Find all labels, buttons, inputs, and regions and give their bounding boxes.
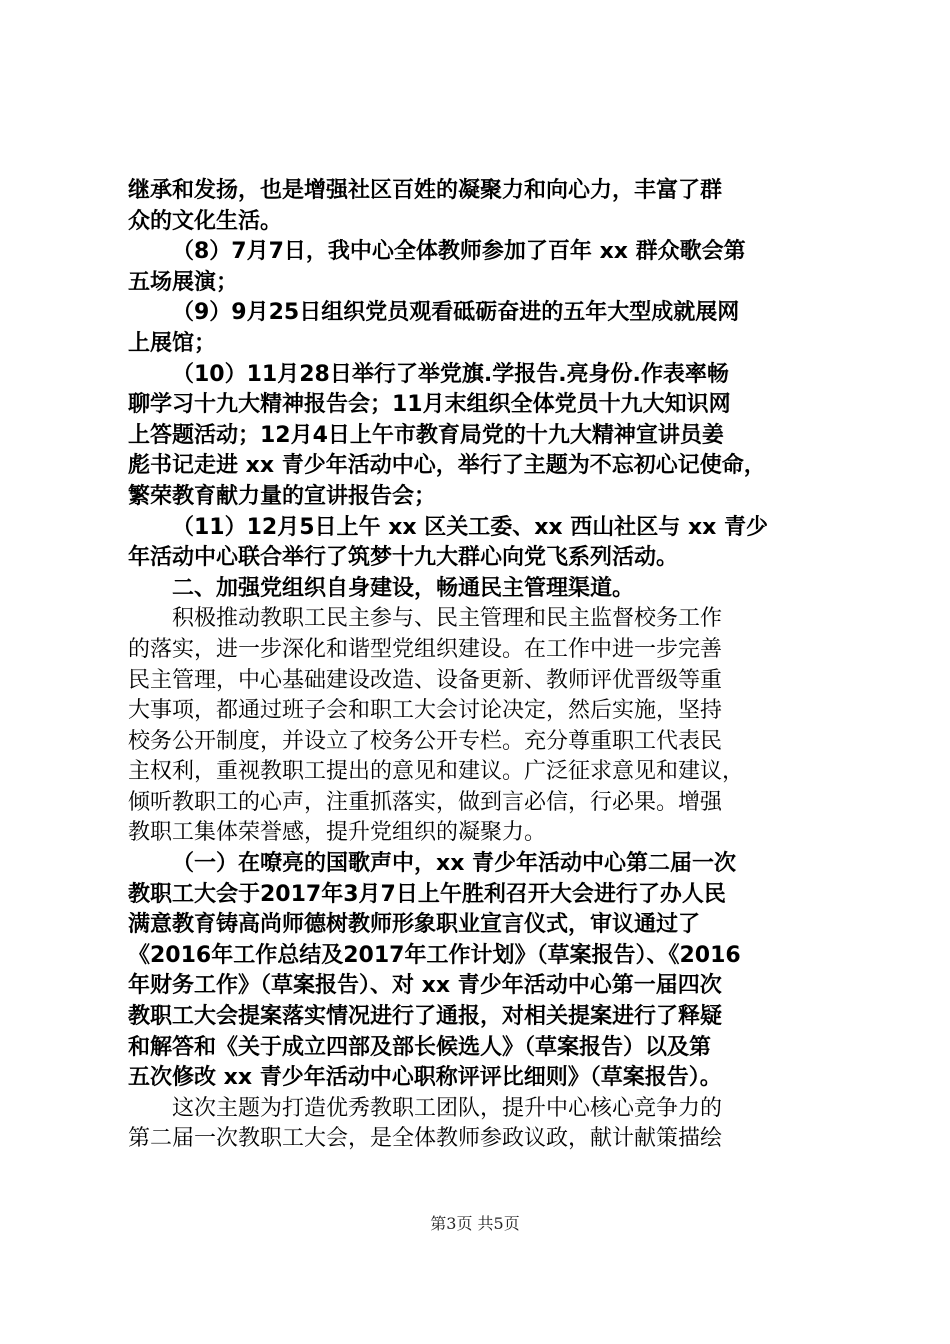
text-line: （一）在嘹亮的国歌声中，xx 青少年活动中心第二届一次 — [172, 851, 737, 877]
text-line: 二、加强党组织自身建设，畅通民主管理渠道。 — [172, 575, 635, 601]
text-line: 积极推动教职工民主参与、民主管理和民主监督校务工作 — [172, 606, 723, 632]
text-line: 《2016年工作总结及2017年工作计划》（草案报告）、《2016 — [128, 942, 741, 968]
text-line: 众的文化生活。 — [128, 208, 283, 234]
page-footer: 第3页 共5页 — [430, 1214, 520, 1233]
text-line: （9）9月25日组织党员观看砥砺奋进的五年大型成就展网 — [172, 300, 740, 326]
text-line: （8）7月7日，我中心全体教师参加了百年 xx 群众歌会第 — [172, 239, 746, 265]
text-line: 第二届一次教职工大会，是全体教师参政议政，献计献策描绘 — [128, 1126, 723, 1152]
text-line: 和解答和《关于成立四部及部长候选人》（草案报告）以及第 — [128, 1034, 712, 1060]
text-line: 繁荣教育献力量的宣讲报告会； — [128, 483, 437, 509]
text-line: 年财务工作》（草案报告）、对 xx 青少年活动中心第一届四次 — [128, 973, 722, 999]
text-line: 民主管理，中心基础建设改造、设备更新、教师评优晋级等重 — [128, 667, 723, 693]
text-line: 主权利，重视教职工提出的意见和建议。广泛征求意见和建议， — [128, 759, 745, 785]
text-line: 上展馆； — [128, 330, 217, 356]
text-line: 年活动中心联合举行了筑梦十九大群心向党飞系列活动。 — [128, 545, 679, 571]
text-line: 这次主题为打造优秀教职工团队，提升中心核心竞争力的 — [172, 1095, 723, 1121]
document-body — [128, 176, 828, 1155]
text-line: 彪书记走进 xx 青少年活动中心，举行了主题为不忘初心记使命， — [128, 453, 766, 479]
text-line: 聊学习十九大精神报告会；11月末组织全体党员十九大知识网 — [128, 392, 731, 418]
text-line: 五场展演； — [128, 269, 239, 295]
text-line: （11）12月5日上午 xx 区关工委、xx 西山社区与 xx 青少 — [172, 514, 768, 540]
text-line: 大事项，都通过班子会和职工大会讨论决定，然后实施，坚持 — [128, 698, 723, 724]
text-line: 继承和发扬，也是增强社区百姓的凝聚力和向心力，丰富了群 — [128, 178, 723, 203]
text-line: 教职工集体荣誉感，提升党组织的凝聚力。 — [128, 820, 547, 846]
text-line: 上答题活动；12月4日上午市教育局党的十九大精神宣讲员姜 — [128, 422, 724, 448]
text-line: 教职工大会于2017年3月7日上午胜利召开大会进行了办人民 — [128, 881, 726, 907]
text-line: （10）11月28日举行了举党旗.学报告.亮身份.作表率畅 — [172, 361, 729, 387]
text-line: 的落实，进一步深化和谐型党组织建设。在工作中进一步完善 — [128, 636, 723, 662]
text-line: 倾听教职工的心声，注重抓落实，做到言必信，行必果。增强 — [128, 789, 723, 815]
text-line: 教职工大会提案落实情况进行了通报，对相关提案进行了释疑 — [128, 1004, 723, 1030]
text-line: 校务公开制度，并设立了校务公开专栏。充分尊重职工代表民 — [128, 728, 723, 754]
text-line: 五次修改 xx 青少年活动中心职称评评比细则》（草案报告）。 — [128, 1065, 722, 1091]
text-line: 满意教育铸高尚师德树教师形象职业宣言仪式，审议通过了 — [128, 912, 701, 938]
